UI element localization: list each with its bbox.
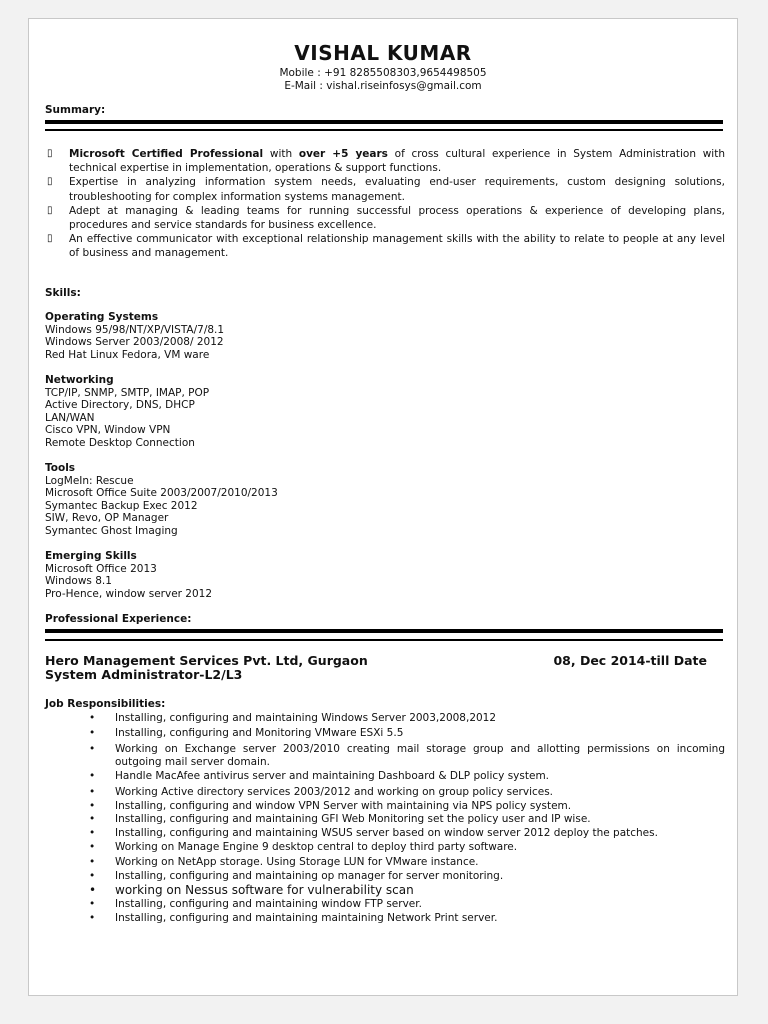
list-item [89,727,725,740]
skill-line: Windows 95/98/NT/XP/VISTA/7/8.1 [45,323,225,336]
list-item-text: Working on Manage Engine 9 desktop central to deploy third party software. [115,841,518,853]
bullet-icon: • [89,786,96,798]
bullet-box-icon: ▯ [47,204,53,216]
divider [45,639,723,641]
skill-line: Active Directory, DNS, DHCP [45,399,195,411]
list-item [89,770,725,783]
summary-text: of cross cultural experience in System Administration with technical expertise in implementation, operations & support functions. [69,148,725,175]
list-item [89,841,725,854]
skill-line: Windows 8.1 [45,575,112,587]
list-item-text: Installing, configuring and maintaining Windows Server 2003,2008,2012 [115,712,497,724]
skill-group-title: Networking [45,374,114,386]
skill-line: Red Hat Linux Fedora, VM ware [45,348,210,361]
list-item [89,898,725,911]
skill-group-title: Emerging Skills [45,550,137,562]
skill-group-networking [45,374,705,449]
bullet-box-icon: ▯ [47,148,53,159]
list-item-text: Installing, configuring and maintaining window FTP server. [115,898,422,910]
skill-group-emerging [45,550,705,600]
job-header [45,654,723,668]
list-item-text: Working on Exchange server 2003/2010 creating mail storage group and allotting permissions on incoming outgoing mail server domain. [115,743,725,768]
skill-line: Pro-Hence, window server 2012 [45,587,213,600]
skill-group-operating-systems [45,311,705,361]
experience-heading: Professional Experience: [45,613,192,625]
list-item [89,884,725,897]
list-item [89,712,725,725]
bullet-icon: • [89,727,96,739]
email-line: E-Mail : vishal.riseinfosys@gmail.com [284,80,482,92]
list-item [89,870,725,883]
divider [45,129,723,131]
summary-text: with [263,148,299,160]
bullet-icon: • [89,898,96,910]
skill-line: Symantec Backup Exec 2012 [45,499,198,512]
summary-highlight: over +5 years [298,148,388,160]
summary-text: Expertise in analyzing information system needs, evaluating end-user requirements, custom designing solutions, troubleshooting for complex information systems management. [69,176,725,203]
divider [45,120,723,124]
skill-line: LAN/WAN [45,411,95,424]
list-item [89,813,725,826]
bullet-icon: • [89,770,96,782]
bullet-icon: • [89,813,96,825]
list-item-text: Installing, configuring and window VPN Server with maintaining via NPS policy system. [115,800,572,812]
skill-line: Microsoft Office Suite 2003/2007/2010/2013 [45,487,278,499]
skill-line: Microsoft Office 2013 [45,562,157,575]
summary-text: An effective communicator with exceptional relationship management skills with the ability to relate to people at any level of business and management. [69,233,725,260]
skill-line: LogMeIn: Rescue [45,474,134,487]
summary-item [45,175,725,203]
bullet-icon: • [89,870,96,882]
skill-group-title: Tools [45,462,76,474]
list-item [89,912,725,925]
bullet-icon: • [89,841,96,853]
list-item-text: Installing, configuring and maintaining GFI Web Monitoring set the policy user and IP wise. [115,813,591,825]
skill-line: Windows Server 2003/2008/ 2012 [45,336,224,348]
list-item-text: Working on NetApp storage. Using Storage LUN for VMware instance. [115,856,479,868]
bullet-icon: • [89,912,96,924]
list-item-text: working on Nessus software for vulnerability scan [115,883,414,897]
summary-list [45,147,725,261]
bullet-icon: • [89,743,96,755]
bullet-icon: • [89,800,96,812]
list-item [89,800,725,813]
responsibilities-list [89,712,725,925]
bullet-icon: • [89,856,96,868]
list-item-text: Installing, configuring and maintaining WSUS server based on window server 2012 deploy the patches. [115,827,658,839]
skill-group-tools [45,462,705,537]
resume-page [28,18,738,996]
list-item-text: Installing, configuring and maintaining op manager for server monitoring. [115,870,504,882]
skill-line: Cisco VPN, Window VPN [45,424,171,436]
bullet-box-icon: ▯ [47,176,53,188]
bullet-icon: • [89,712,96,724]
list-item [89,827,725,840]
summary-text: Adept at managing & leading teams for running successful process operations & experience of developing plans, procedures and service standards for business excellence. [69,204,725,232]
candidate-name: VISHAL KUMAR [294,41,472,65]
list-item [89,743,725,769]
summary-item [45,232,725,260]
summary-heading: Summary: [45,104,106,116]
skills-heading: Skills: [45,287,81,299]
bullet-box-icon: ▯ [47,233,53,245]
skill-line: Remote Desktop Connection [45,436,195,449]
list-item-text: Installing, configuring and maintaining maintaining Network Print server. [115,912,498,924]
job-title: System Administrator-L2/L3 [45,667,243,682]
bullet-icon: • [89,883,97,897]
skill-line: Symantec Ghost Imaging [45,524,178,537]
divider [45,629,723,633]
responsibilities-heading: Job Responsibilities: [45,698,166,710]
list-item [89,786,725,799]
summary-highlight: Microsoft Certified Professional [69,148,264,160]
list-item [89,856,725,869]
bullet-icon: • [89,827,96,839]
job-date: 08, Dec 2014-till Date [553,653,707,668]
company-name: Hero Management Services Pvt. Ltd, Gurgaon [45,653,368,668]
list-item-text: Working Active directory services 2003/2012 and working on group policy services. [115,786,554,798]
skill-line: TCP/IP, SNMP, SMTP, IMAP, POP [45,386,210,399]
skill-group-title: Operating Systems [45,311,159,323]
summary-item [45,147,725,175]
mobile-line: Mobile : +91 8285508303,9654498505 [279,67,487,79]
list-item-text: Installing, configuring and Monitoring VMware ESXi 5.5 [115,727,404,739]
skill-line: SIW, Revo, OP Manager [45,512,169,524]
list-item-text: Handle MacAfee antivirus server and maintaining Dashboard & DLP policy system. [115,770,550,782]
summary-item [45,204,725,232]
